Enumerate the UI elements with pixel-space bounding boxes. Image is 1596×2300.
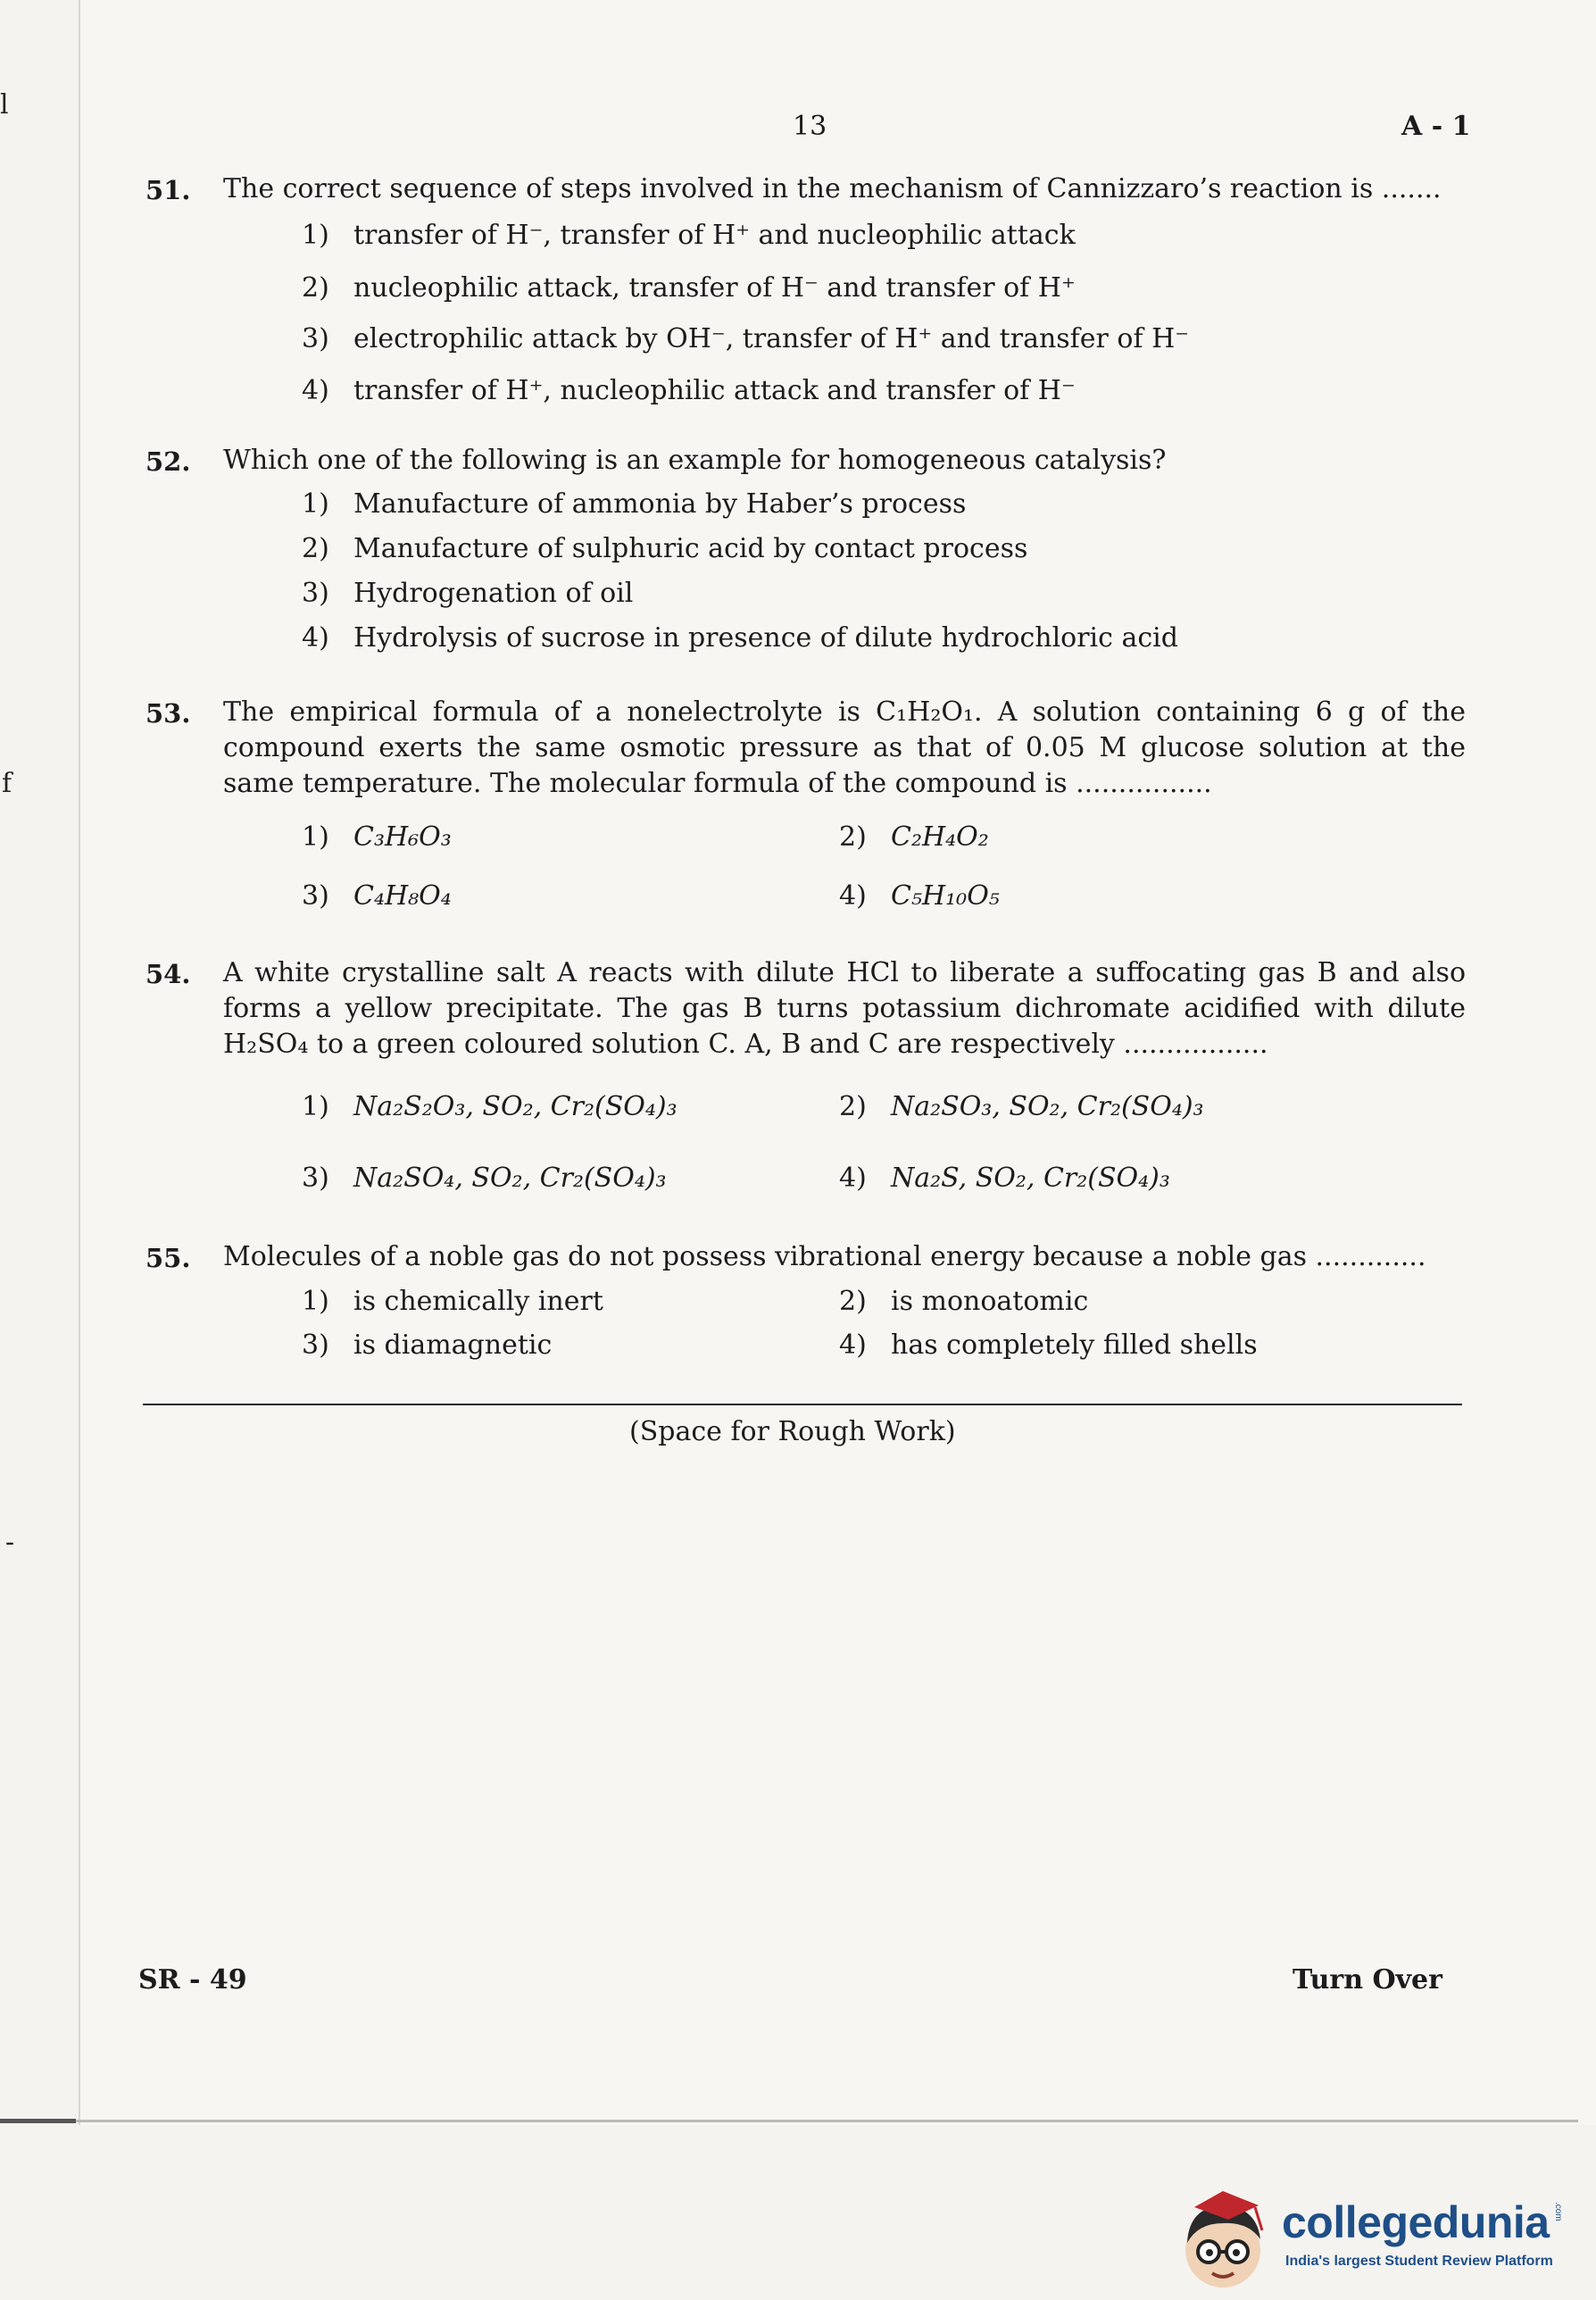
- option-item: [302, 622, 1178, 654]
- option-text: Hydrolysis of sucrose in presence of dilute hydrochloric acid: [353, 622, 1178, 654]
- option-number: 4): [839, 1329, 867, 1361]
- margin-mark: f: [2, 768, 12, 799]
- option-text: C₂H₄O₂: [891, 821, 989, 853]
- option-number: 3): [302, 1162, 329, 1194]
- option-number: 4): [839, 880, 867, 912]
- option-item: [302, 1162, 667, 1194]
- footer-code: SR - 49: [138, 1964, 247, 1996]
- option-item: [839, 1091, 1204, 1122]
- option-number: 4): [839, 1162, 867, 1194]
- option-number: 3): [302, 880, 329, 912]
- option-number: 2): [839, 821, 867, 853]
- question-text: A white crystalline salt A reacts with dilute HCl to liberate a suffocating gas B and also forms a yellow precipitate. The gas B turns potassium dichromate acidified with dilute H₂SO₄ to a green coloured solution C. A, B and C are respectively .................: [223, 957, 1466, 1060]
- option-text: C₃H₆O₃: [353, 821, 452, 853]
- option-text: Hydrogenation of oil: [353, 578, 634, 609]
- question-text: Which one of the following is an example for homogeneous catalysis?: [223, 445, 1167, 476]
- option-text: electrophilic attack by OH⁻, transfer of H⁺ and transfer of H⁻: [353, 323, 1190, 354]
- question-number: 51.: [145, 175, 191, 205]
- option-text: Manufacture of ammonia by Haber’s process: [353, 488, 967, 520]
- separator-rule: [143, 1404, 1462, 1405]
- option-number: 1): [302, 821, 329, 853]
- option-item: [839, 1162, 1170, 1194]
- paper-code: A - 1: [1401, 111, 1471, 142]
- option-text: transfer of H⁻, transfer of H⁺ and nucleophilic attack: [353, 220, 1076, 251]
- option-text: C₅H₁₀O₅: [891, 880, 1000, 912]
- logo-name: collegedunia: [1282, 2197, 1550, 2247]
- option-text: Na₂SO₄, SO₂, Cr₂(SO₄)₃: [353, 1162, 667, 1194]
- option-item: [302, 272, 1076, 304]
- option-text: C₄H₈O₄: [353, 880, 452, 912]
- question-text: The correct sequence of steps involved in the mechanism of Cannizzaro’s reaction is .......: [223, 173, 1442, 204]
- option-item: [839, 821, 989, 853]
- page-bottom-edge-dark: [0, 2119, 76, 2123]
- option-item: [839, 880, 1000, 912]
- option-text: transfer of H⁺, nucleophilic attack and transfer of H⁻: [353, 375, 1076, 406]
- option-item: [302, 1091, 677, 1122]
- option-text: Na₂S₂O₃, SO₂, Cr₂(SO₄)₃: [353, 1091, 677, 1122]
- option-number: 1): [302, 1091, 329, 1122]
- logo-suffix: .com: [1553, 2202, 1563, 2221]
- option-item: [302, 880, 452, 912]
- rough-work-label: (Space for Rough Work): [629, 1416, 956, 1447]
- option-number: 1): [302, 1286, 329, 1317]
- exam-page: [79, 0, 1596, 2125]
- option-text: Manufacture of sulphuric acid by contact process: [353, 533, 1028, 564]
- question-number: 55.: [145, 1243, 191, 1273]
- page-bottom-edge: [0, 2120, 1578, 2122]
- margin-mark: l: [0, 89, 9, 121]
- option-item: [302, 375, 1076, 406]
- option-number: 1): [302, 220, 329, 251]
- option-number: 2): [302, 533, 329, 564]
- option-text: is diamagnetic: [353, 1329, 553, 1361]
- mascot-icon: [1176, 2180, 1275, 2296]
- option-number: 4): [302, 622, 329, 654]
- question-text: The empirical formula of a nonelectrolyte is C₁H₂O₁. A solution containing 6 g of the compound exerts the same osmotic pressure as that of 0.05 M glucose solution at the same temperature. The molecular formula of the compound is ................: [223, 696, 1466, 799]
- logo-tagline: India's largest Student Review Platform: [1285, 2254, 1553, 2269]
- option-number: 2): [839, 1091, 867, 1122]
- option-text: is chemically inert: [353, 1286, 603, 1317]
- option-text: Na₂S, SO₂, Cr₂(SO₄)₃: [891, 1162, 1170, 1194]
- option-number: 3): [302, 578, 329, 609]
- option-text: Na₂SO₃, SO₂, Cr₂(SO₄)₃: [891, 1091, 1204, 1122]
- option-text: is monoatomic: [891, 1286, 1089, 1317]
- option-item: [839, 1286, 1088, 1317]
- question-number: 54.: [145, 959, 191, 989]
- option-item: [839, 1329, 1258, 1361]
- option-item: [302, 323, 1189, 354]
- option-item: [302, 1329, 552, 1361]
- option-item: [302, 220, 1076, 251]
- question-text: Molecules of a noble gas do not possess vibrational energy because a noble gas .............: [223, 1241, 1426, 1272]
- option-text: nucleophilic attack, transfer of H⁻ and transfer of H⁺: [353, 272, 1076, 304]
- page-number: 13: [793, 111, 827, 142]
- option-number: 3): [302, 1329, 329, 1361]
- option-number: 3): [302, 323, 329, 354]
- question-number: 53.: [145, 698, 191, 729]
- option-item: [302, 1286, 603, 1317]
- option-item: [302, 488, 966, 520]
- option-number: 4): [302, 375, 329, 406]
- option-number: 2): [839, 1286, 867, 1317]
- collegedunia-logo: [1176, 2180, 1569, 2296]
- option-text: has completely filled shells: [891, 1329, 1258, 1361]
- option-item: [302, 821, 452, 853]
- option-number: 2): [302, 272, 329, 304]
- option-item: [302, 533, 1027, 564]
- option-item: [302, 578, 633, 609]
- margin-mark: -: [5, 1527, 15, 1558]
- turn-over-label: Turn Over: [1293, 1964, 1442, 1996]
- option-number: 1): [302, 488, 329, 520]
- question-number: 52.: [145, 446, 191, 477]
